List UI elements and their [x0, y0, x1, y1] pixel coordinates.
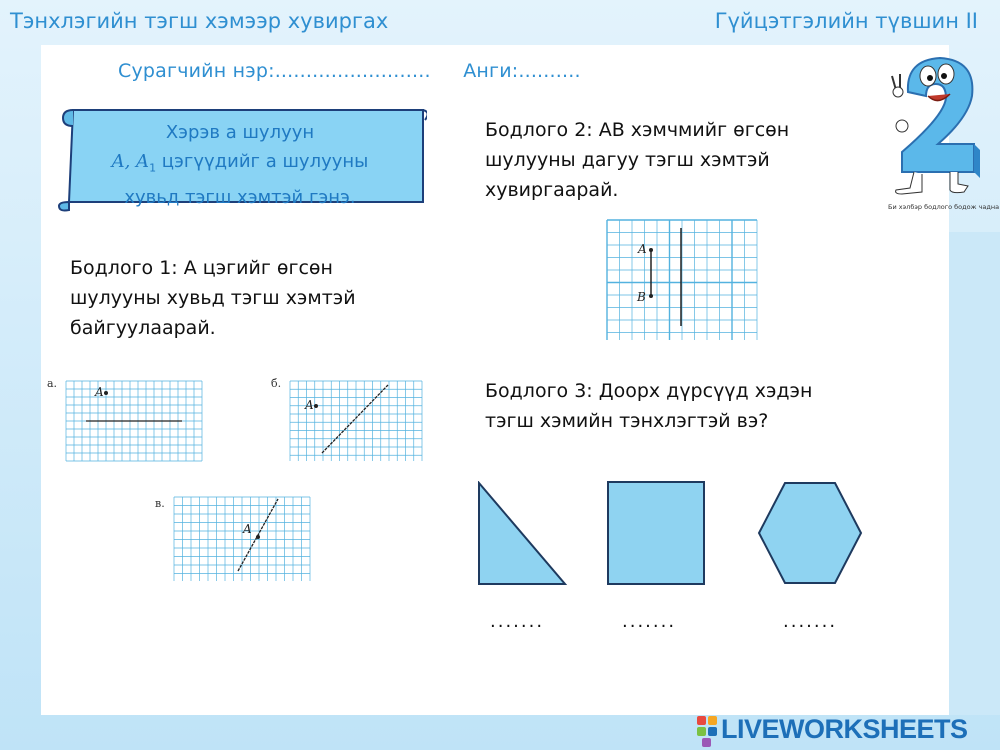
task-2-text: Бодлого 2: АВ хэмчмийг өгсөн шулууны дагуу тэгш хэмтэй хувиргаарай. [485, 119, 790, 201]
point-a [104, 391, 108, 395]
point-a [314, 404, 318, 408]
answer-square[interactable]: ....... [622, 611, 677, 632]
points-math: A, A [111, 151, 150, 172]
student-fields [118, 60, 581, 82]
mascot-caption: Би хэлбэр бодлого бодож чадна [888, 203, 1000, 211]
grid-lines [607, 220, 757, 340]
answer-hexagon[interactable]: ....... [783, 611, 838, 632]
point-b [649, 294, 653, 298]
point-a [256, 535, 260, 539]
definition-line-3: хувьд тэгш хэмтэй гэнэ. [124, 186, 356, 208]
point-a-label: A [638, 242, 647, 256]
square-shape [607, 481, 705, 585]
topic-title: Тэнхлэгийн тэгш хэмээр хувиргах [10, 9, 389, 33]
points-subscript: 1 [149, 161, 157, 175]
panel-c-label: в. [155, 497, 165, 510]
answer-triangle[interactable]: ....... [490, 611, 545, 632]
student-name-field[interactable]: Сурагчийн нэр:......................... [118, 60, 431, 82]
grid-panel-c[interactable] [174, 497, 310, 581]
panel-a-label: а. [47, 377, 58, 390]
task-1-text: Бодлого 1: А цэгийг өгсөн шулууны хувьд тэгш хэмтэй байгуулаарай. [70, 257, 356, 339]
point-a-label: A [243, 522, 252, 536]
grid-panel-a[interactable] [66, 381, 202, 461]
liveworksheets-logo[interactable] [697, 712, 997, 748]
mirror-line [322, 385, 388, 453]
definition-line-2 [70, 147, 410, 183]
definition-text [70, 118, 410, 212]
logo-text: LIVEWORKSHEETS [721, 714, 968, 744]
top-bar [0, 0, 1000, 45]
point-a-label: A [95, 385, 104, 399]
grid-lines [290, 381, 422, 461]
mascot-number-two [888, 52, 984, 198]
panel-b-label: б. [271, 377, 282, 390]
decorative-strip [949, 232, 1000, 715]
point-a [649, 248, 653, 252]
definition-line-1: Хэрэв а шулуун [165, 122, 315, 143]
definition-line-2-text: цэгүүдийг а шулууны [156, 151, 369, 172]
class-field[interactable]: Анги:.......... [463, 60, 581, 82]
grid-task-2[interactable] [607, 220, 757, 340]
triangle-shape [477, 481, 569, 587]
logo-mark-icon [697, 716, 719, 746]
grid-lines [174, 497, 310, 581]
task-3-text: Бодлого 3: Доорх дүрсүүд хэдэн тэгш хэмийн тэнхлэгтэй вэ? [485, 380, 813, 432]
hexagon-shape [757, 481, 863, 585]
level-title: Гүйцэтгэлийн түвшин II [714, 9, 978, 33]
point-b-label: B [637, 290, 646, 304]
grid-panel-b[interactable] [290, 381, 422, 461]
point-a-label: A [305, 398, 314, 412]
